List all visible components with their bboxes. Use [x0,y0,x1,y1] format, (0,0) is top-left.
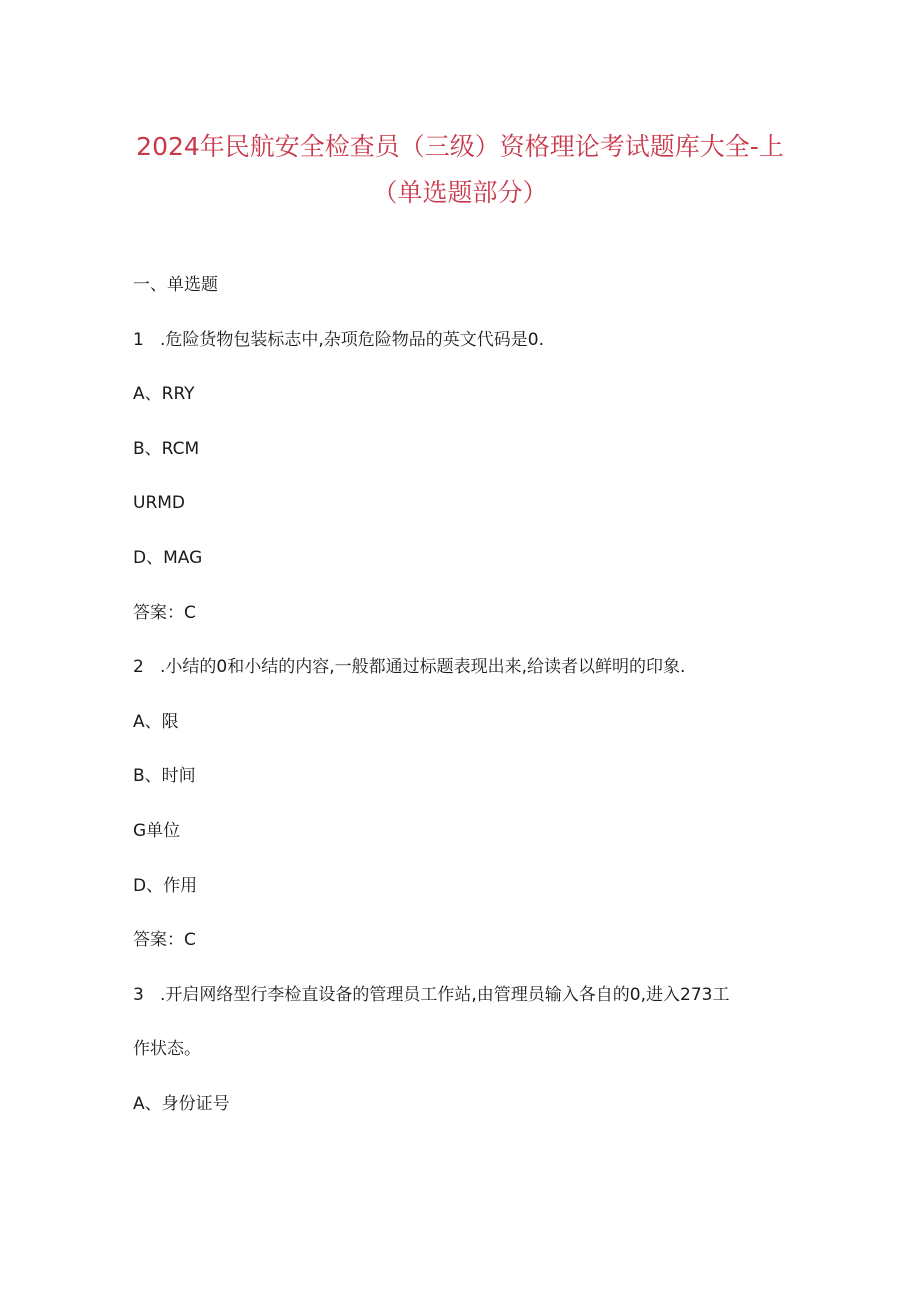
question-2-answer: 答案：C [133,930,196,951]
question-1-option-b: B、RCM [133,438,200,459]
question-2-option-b: B、时间 [133,766,196,787]
question-1-text [133,325,793,380]
document-title [0,124,920,216]
question-1-option-c: URMD [133,493,186,514]
question-2-text [133,652,793,707]
question-number: 1 [133,329,144,350]
question-3-option-a: A、身份证号 [133,1093,230,1114]
question-3-text-continued: 作状态。 [133,1039,201,1060]
question-1-option-d: D、MAG [133,547,203,568]
question-stem: .危险货物包装标志中,杂项危险物品的英文代码是0. [160,329,545,350]
question-2-option-d: D、作用 [133,875,198,896]
question-stem: .小结的0和小结的内容,一般都通过标题表现出来,给读者以鲜明的印象. [160,657,686,678]
question-1-answer: 答案：C [133,602,196,623]
question-2-option-a: A、限 [133,711,179,732]
question-3-text [133,980,793,1035]
question-number: 2 [133,657,144,678]
question-1-option-a: A、RRY [133,384,195,405]
question-2-option-c: G单位 [133,820,181,841]
section-heading: 一、单选题 [133,275,218,295]
question-list [133,270,793,1144]
title-line-2: （单选题部分） [372,178,548,207]
question-stem: .开启网络型行李检直设备的管理员工作站,由管理员输入各自的0,进入273工 [160,984,730,1005]
title-line-1: 2024年民航安全检查员（三级）资格理论考试题库大全-上 [136,132,784,161]
question-number: 3 [133,984,144,1005]
